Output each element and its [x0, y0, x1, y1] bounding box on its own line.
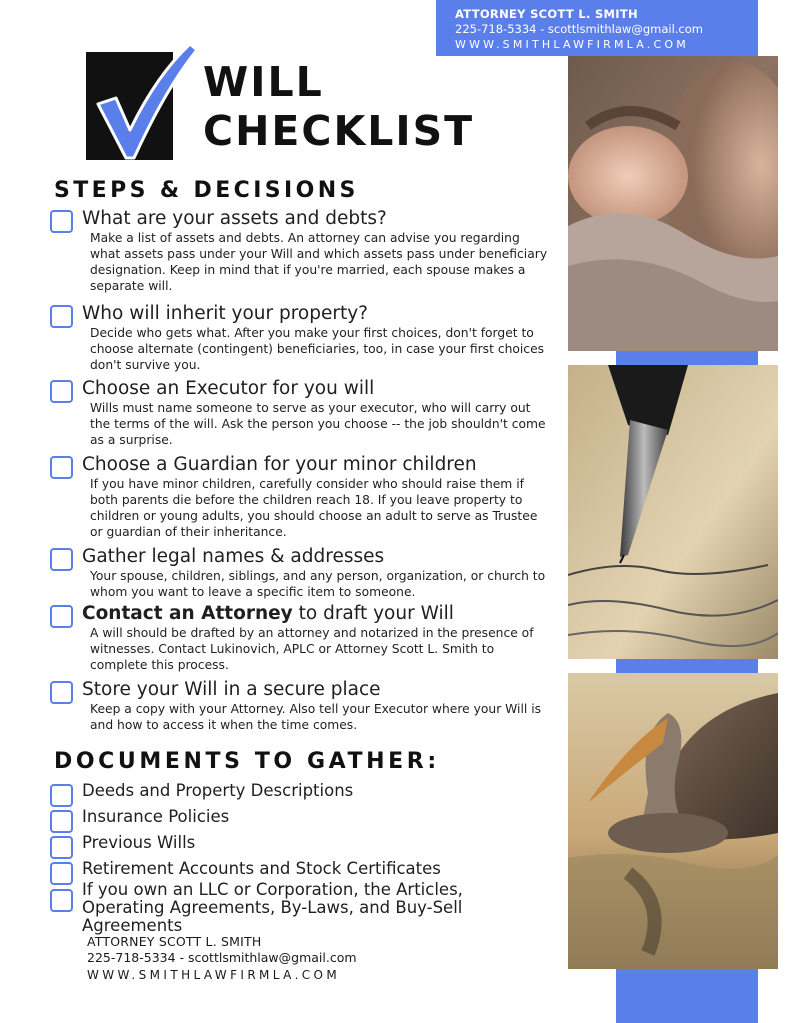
title-line-1: WILL [203, 58, 324, 106]
step-item [50, 302, 550, 373]
header-attorney-name: ATTORNEY SCOTT L. SMITH [455, 7, 638, 21]
step-description: Keep a copy with your Attorney. Also tell your Executor where your Will is and how to access it when the time comes. [90, 702, 542, 732]
step-description: If you have minor children, carefully consider who should raise them if both parents die before the children reach 18. If you leave property to children or young adults, you should choose an adult to serve as Trustee or guardian of their inheritance. [90, 477, 538, 539]
checkbox[interactable] [50, 548, 73, 571]
documents-section-heading: DOCUMENTS TO GATHER: [54, 749, 440, 774]
step-title: Choose an Executor for you will [82, 378, 375, 399]
step-title: Gather legal names & addresses [82, 546, 385, 567]
step-description: Wills must name someone to serve as your executor, who will carry out the terms of the will. Ask the person you choose -- the job shouldn't come as a surprise. [90, 401, 546, 447]
document-label: Retirement Accounts and Stock Certificates [82, 859, 441, 878]
checkbox[interactable] [50, 681, 73, 704]
step-title-bold: Contact an Attorney [82, 603, 293, 624]
document-label: Deeds and Property Descriptions [82, 781, 354, 800]
header-contact-line: 225-718-5334 - scottlsmithlaw@gmail.com [455, 22, 703, 36]
photo-pelican [568, 673, 778, 969]
photo-parent-with-newborn [568, 56, 778, 351]
checkbox[interactable] [50, 305, 73, 328]
document-item [50, 860, 550, 878]
step-title: Store your Will in a secure place [82, 679, 381, 700]
steps-section-heading: STEPS & DECISIONS [54, 178, 359, 203]
step-item [50, 602, 550, 673]
step-description: Make a list of assets and debts. An attorney can advise you regarding what assets pass under your Will and which assets pass under beneficiary designation. Keep in mind that if you're married, each spouse makes a separate will. [90, 231, 548, 293]
step-item [50, 377, 550, 448]
checkbox[interactable] [50, 605, 73, 628]
footer-contact [87, 934, 357, 984]
checkmark-logo-icon [86, 40, 198, 162]
step-title: Choose a Guardian for your minor children [82, 454, 477, 475]
document-label: Previous Wills [82, 833, 196, 852]
document-item [50, 782, 550, 800]
step-title: What are your assets and debts? [82, 208, 387, 229]
checkbox[interactable] [50, 456, 73, 479]
checkbox[interactable] [50, 210, 73, 233]
checkbox[interactable] [50, 810, 73, 833]
checkbox[interactable] [50, 889, 73, 912]
document-label: Insurance Policies [82, 807, 230, 826]
checkbox[interactable] [50, 380, 73, 403]
checkbox[interactable] [50, 784, 73, 807]
footer-attorney-name: ATTORNEY SCOTT L. SMITH [87, 934, 262, 949]
step-item [50, 453, 550, 540]
step-title-rest: to draft your Will [292, 603, 454, 624]
document-item [50, 881, 550, 935]
step-item [50, 678, 550, 733]
checkbox[interactable] [50, 836, 73, 859]
step-title: Who will inherit your property? [82, 303, 368, 324]
footer-contact-line: 225-718-5334 - scottlsmithlaw@gmail.com [87, 950, 357, 965]
header-website: WWW.SMITHLAWFIRMLA.COM [455, 38, 689, 51]
document-item [50, 808, 550, 826]
page-title [203, 58, 474, 156]
step-description: Decide who gets what. After you make your first choices, don't forget to choose alternate (contingent) beneficiaries, too, in case your first choices don't survive you. [90, 326, 545, 372]
step-item [50, 207, 550, 294]
photo-fountain-pen [568, 365, 778, 659]
footer-website: WWW.SMITHLAWFIRMLA.COM [87, 968, 341, 982]
step-item [50, 545, 550, 600]
step-description: Your spouse, children, siblings, and any person, organization, or church to whom you want to leave a specific item to someone. [90, 569, 546, 599]
title-line-2: CHECKLIST [203, 107, 475, 155]
document-label: If you own an LLC or Corporation, the Articles, Operating Agreements, By-Laws, and Buy-Sell Agreements [82, 880, 463, 935]
document-item [50, 834, 550, 852]
header-contact-box [436, 0, 758, 56]
step-title [82, 602, 550, 625]
step-description: A will should be drafted by an attorney and notarized in the presence of witnesses. Contact Lukinovich, APLC or Attorney Scott L. Smith to complete this process. [90, 626, 534, 672]
